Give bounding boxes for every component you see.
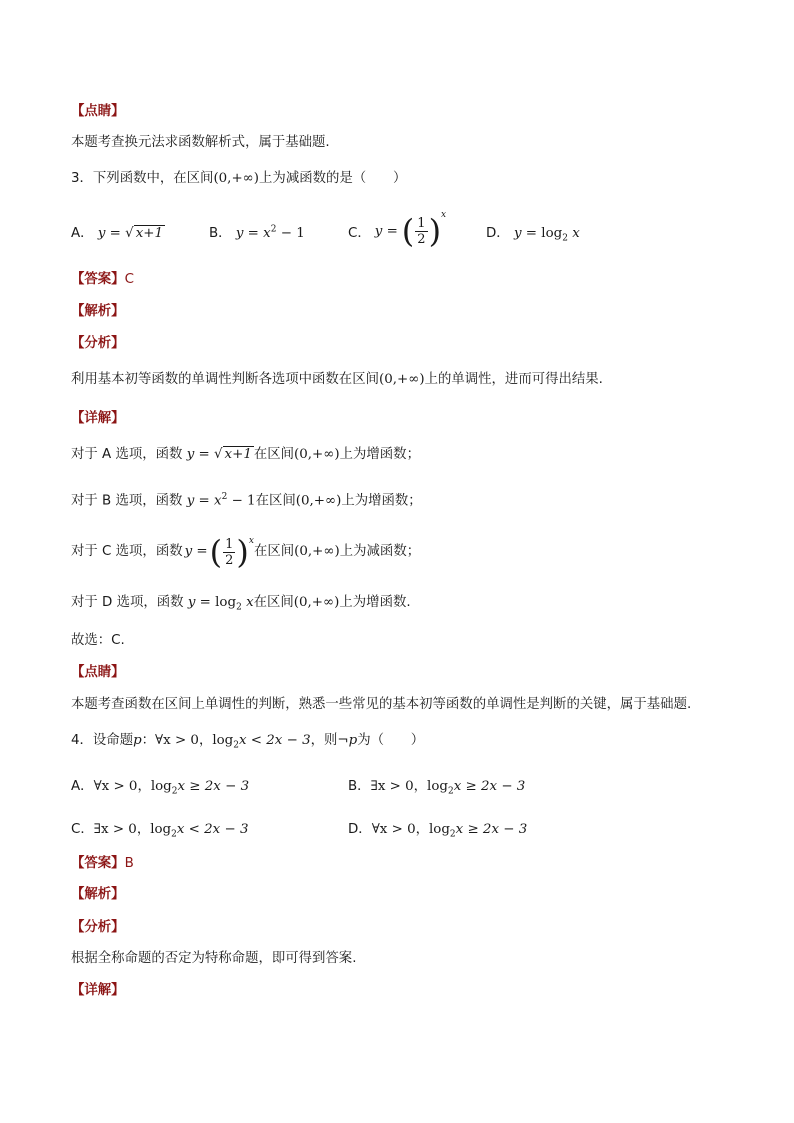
paren-right: ) xyxy=(236,533,249,571)
option-sub: 2 xyxy=(171,786,178,797)
q4-notp: ¬p xyxy=(337,733,358,748)
detail-post: 上为减函数； xyxy=(339,544,421,559)
option-sub: 2 xyxy=(171,829,177,840)
question-4-stem xyxy=(71,732,424,755)
expr-base: x xyxy=(263,226,271,241)
expr-lhs: y = xyxy=(97,226,121,241)
log-base: 2 xyxy=(562,233,568,244)
option-label: D． xyxy=(348,822,372,837)
sqrt-radicand: x+1 xyxy=(135,226,163,241)
detail-mid: 在区间 xyxy=(253,544,295,559)
detail-pre: 对于 A 选项，函数 xyxy=(71,447,183,462)
q4-fenxi-text: 根据全称命题的否定为特称命题，即可得到答案. xyxy=(71,951,357,966)
q4-option-b xyxy=(348,775,525,797)
q4-xiangjie-heading: 【详解】 xyxy=(71,983,125,998)
expr-sup: 2 xyxy=(221,492,228,502)
option-label: B． xyxy=(348,779,371,794)
dianjing-heading-2: 【点睛】 xyxy=(71,665,125,680)
expr-lhs: y = xyxy=(186,493,210,509)
expr-lhs: y = xyxy=(186,447,210,462)
answer-label: 【答案】 xyxy=(71,272,125,287)
option-rest: x ≥ 2x − 3 xyxy=(177,779,250,794)
fenxi-post: 上的单调性，进而可得出结果. xyxy=(424,372,603,387)
q3-option-c xyxy=(348,206,446,256)
detail-interval: (0,+∞) xyxy=(295,493,342,509)
q3-option-a xyxy=(71,222,165,241)
q4-jiexi-heading: 【解析】 xyxy=(71,887,125,902)
q3-stem-post: 上为减函数的是（ ） xyxy=(259,171,407,186)
q3-stem-pre: 3．下列函数中，在区间 xyxy=(71,171,214,186)
q4-answer xyxy=(71,855,134,873)
q3-option-d xyxy=(486,222,580,244)
option-rest: x ≥ 2x − 3 xyxy=(453,779,526,794)
option-q: ∀x > 0，log xyxy=(371,822,450,837)
expr-lhs: y = xyxy=(513,226,538,241)
q4-ineq: x < 2x − 3 xyxy=(239,733,311,748)
answer-value: C xyxy=(124,272,134,287)
dianjing-text-1: 本题考查换元法求函数解析式，属于基础题. xyxy=(71,135,330,150)
option-q: ∃x > 0，log xyxy=(93,822,172,837)
denominator: 2 xyxy=(225,552,234,568)
detail-post: 上为增函数. xyxy=(339,595,411,610)
q3-fenxi-text xyxy=(71,371,603,389)
detail-mid: 在区间 xyxy=(253,595,294,610)
fenxi-pre: 利用基本初等函数的单调性判断各选项中函数在区间 xyxy=(71,372,379,387)
option-q: ∀x > 0，log xyxy=(93,779,172,794)
detail-interval: (0,+∞) xyxy=(293,595,340,610)
q3-detail-d xyxy=(71,594,411,617)
denominator: 2 xyxy=(417,231,426,247)
log-arg: x xyxy=(246,595,254,610)
option-label: C． xyxy=(348,225,371,241)
sqrt-sign: √ xyxy=(214,447,223,462)
option-rest: x < 2x − 3 xyxy=(176,822,249,837)
option-rest: x ≥ 2x − 3 xyxy=(455,822,528,837)
detail-post: 上为增函数； xyxy=(339,447,420,462)
expr-base: x xyxy=(214,493,222,509)
detail-pre: 对于 B 选项，函数 xyxy=(71,493,183,509)
q3-guxuan: 故选：C. xyxy=(71,633,125,648)
answer-value: B xyxy=(124,856,134,871)
detail-mid: 在区间 xyxy=(253,447,295,462)
detail-mid: 在区间 xyxy=(255,493,296,509)
q3-xiangjie-heading: 【详解】 xyxy=(71,411,125,426)
q4-stem-mid: ：∀x > 0，log xyxy=(141,733,234,748)
dianjing-text-2: 本题考查函数在区间上单调性的判断，熟悉一些常见的基本初等函数的单调性是判断的关键，属于基础题. xyxy=(71,697,692,712)
q3-detail-b xyxy=(71,488,422,510)
option-label: C． xyxy=(71,822,94,837)
option-sub: 2 xyxy=(447,786,454,797)
q3-jiexi-heading: 【解析】 xyxy=(71,304,125,319)
expr-sup: x xyxy=(441,210,447,220)
expr-sup: x xyxy=(248,536,254,546)
expr-sup: 2 xyxy=(270,224,277,235)
q3-detail-c xyxy=(71,528,420,576)
detail-interval: (0,+∞) xyxy=(294,544,340,559)
option-label: A． xyxy=(71,779,94,794)
paren-left: ( xyxy=(209,533,223,571)
detail-pre: 对于 D 选项，函数 xyxy=(71,595,184,610)
fenxi-interval: (0,+∞) xyxy=(378,372,425,387)
expr-tail: − 1 xyxy=(280,226,305,241)
expr-lhs: y = xyxy=(184,544,208,559)
q4-option-c xyxy=(71,818,248,840)
detail-pre: 对于 C 选项，函数 xyxy=(71,544,183,559)
option-label: A． xyxy=(71,226,94,241)
expr-tail: − 1 xyxy=(231,493,256,509)
detail-post: 上为增函数； xyxy=(341,493,422,509)
q4-option-a xyxy=(71,775,249,797)
log-fn: log xyxy=(215,595,237,610)
paren-left: ( xyxy=(401,212,415,250)
q4-stem-pre: 4．设命题 xyxy=(71,733,134,748)
q4-log-base: 2 xyxy=(233,740,239,751)
fraction xyxy=(223,537,235,568)
sqrt-radicand: x+1 xyxy=(224,447,252,462)
paren-right: ) xyxy=(428,212,442,250)
fraction xyxy=(415,216,427,247)
q4-stem-post1: ，则 xyxy=(310,733,338,748)
log-fn: log xyxy=(541,226,563,241)
q3-fenxi-heading: 【分析】 xyxy=(71,336,125,351)
q3-detail-a xyxy=(71,446,420,464)
expr-lhs: y = xyxy=(235,226,259,241)
q3-option-b xyxy=(209,222,305,241)
dianjing-heading-1: 【点睛】 xyxy=(71,104,125,119)
q4-p: p xyxy=(133,733,142,748)
expr-lhs: y = xyxy=(187,595,211,610)
question-3-stem xyxy=(71,170,406,188)
numerator: 1 xyxy=(417,215,426,231)
expr-lhs: y = xyxy=(374,223,398,239)
q4-fenxi-heading: 【分析】 xyxy=(71,920,125,935)
option-label: D． xyxy=(486,226,510,241)
answer-label: 【答案】 xyxy=(71,856,125,871)
numerator: 1 xyxy=(225,536,234,552)
log-base: 2 xyxy=(236,602,242,613)
option-label: B． xyxy=(209,226,232,241)
q3-answer xyxy=(71,271,134,289)
option-q: ∃x > 0，log xyxy=(370,779,448,794)
q4-stem-post2: 为（ ） xyxy=(357,733,425,748)
option-sub: 2 xyxy=(449,829,456,840)
sqrt-sign: √ xyxy=(125,226,134,241)
q4-option-d xyxy=(348,818,527,840)
q3-interval: (0,+∞) xyxy=(213,171,260,186)
log-arg: x xyxy=(572,226,580,241)
detail-interval: (0,+∞) xyxy=(294,447,340,462)
